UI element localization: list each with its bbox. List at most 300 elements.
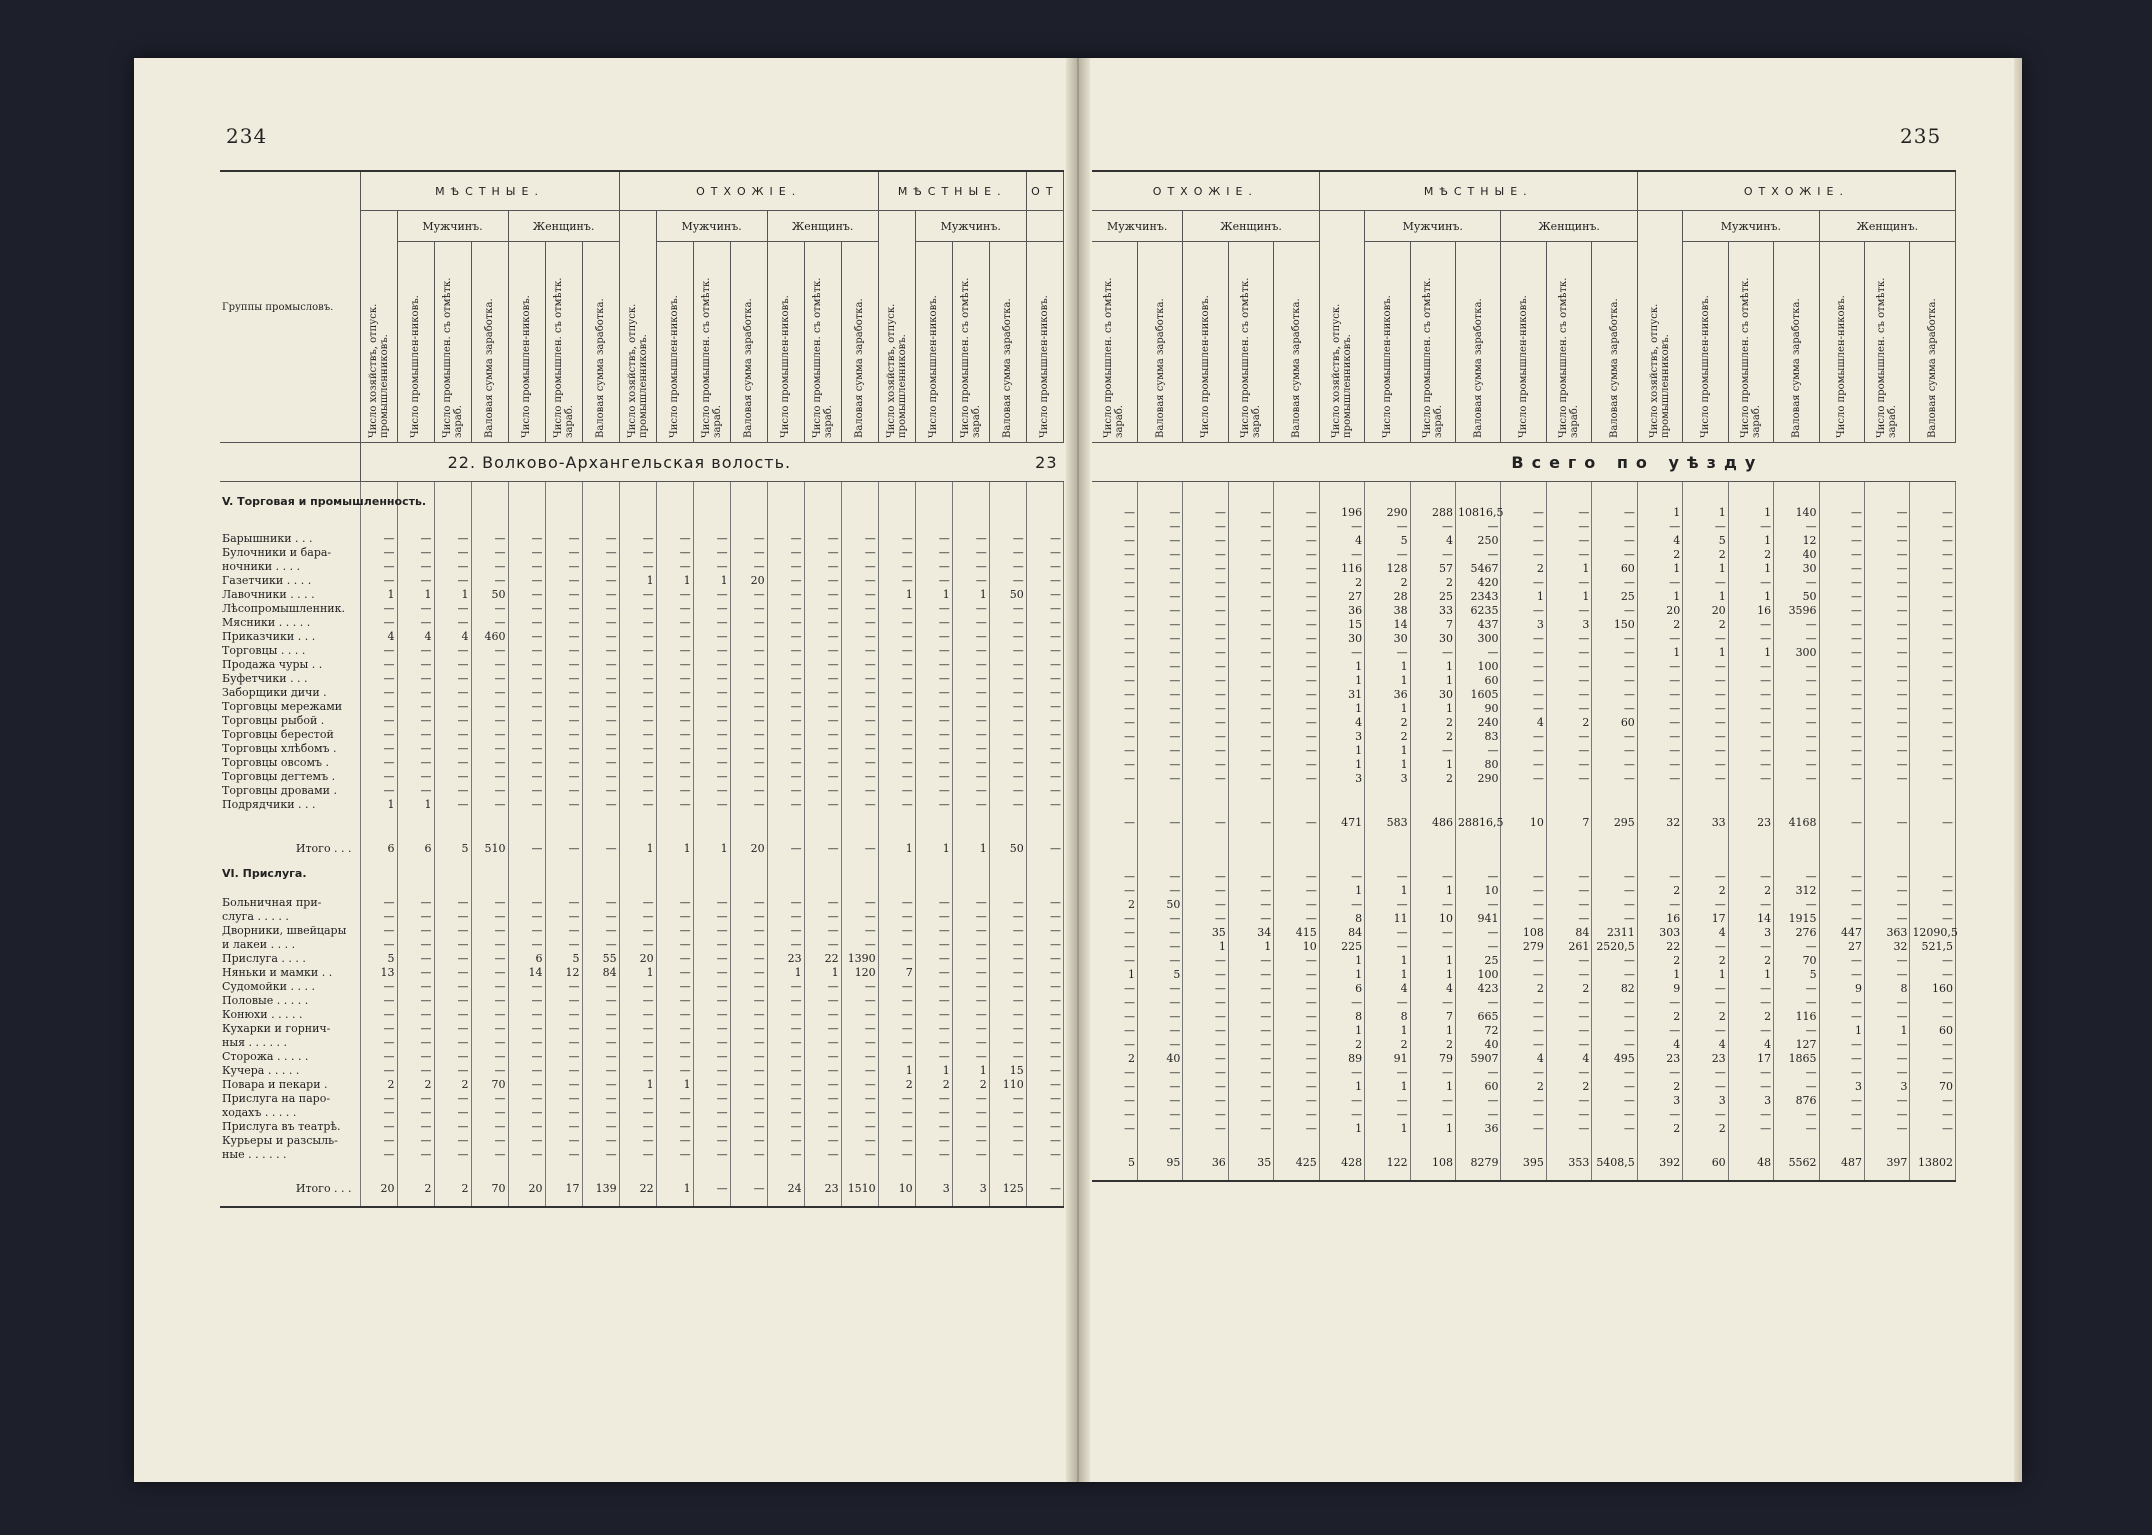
table-cell: —	[693, 588, 730, 602]
table-cell: —	[582, 714, 619, 728]
statistics-table-right	[1092, 170, 1956, 1182]
table-cell: 20	[730, 836, 767, 862]
table-cell: —	[767, 784, 804, 798]
table-cell: —	[952, 560, 989, 574]
table-cell: 84	[582, 966, 619, 980]
table-cell: —	[989, 798, 1026, 812]
table-cell: 50	[1774, 590, 1819, 604]
table-cell: —	[1137, 1038, 1182, 1052]
table-cell: —	[397, 1022, 434, 1036]
table-cell: 415	[1274, 926, 1319, 940]
table-cell-empty	[1228, 496, 1273, 506]
table-cell: 1	[1365, 744, 1410, 758]
table-cell: —	[1026, 686, 1063, 700]
table-cell: 70	[1774, 954, 1819, 968]
table-cell: 2	[1501, 982, 1546, 996]
table-cell-empty	[841, 862, 878, 886]
table-cell: —	[1546, 898, 1591, 912]
table-cell: —	[1637, 632, 1682, 646]
table-row	[220, 588, 1064, 602]
table-cell: —	[434, 700, 471, 714]
table-cell: —	[1865, 506, 1910, 520]
table-cell-empty	[545, 1162, 582, 1172]
table-cell: —	[619, 630, 656, 644]
table-cell: —	[693, 1078, 730, 1092]
header-sum: Валовая сумма заработка.	[989, 242, 1026, 443]
table-cell: —	[619, 980, 656, 994]
table-cell: —	[989, 1148, 1026, 1162]
table-cell: —	[952, 532, 989, 546]
table-cell: 1	[1410, 1122, 1455, 1136]
table-cell: —	[1774, 688, 1819, 702]
table-cell: 3	[1637, 1094, 1682, 1108]
table-cell: —	[1274, 982, 1319, 996]
table-cell: —	[1137, 758, 1182, 772]
table-cell-empty	[730, 522, 767, 532]
table-cell: —	[1819, 884, 1864, 898]
table-cell: —	[915, 616, 952, 630]
table-cell: —	[1865, 646, 1910, 660]
table-cell: 84	[1546, 926, 1591, 940]
table-cell: —	[1092, 660, 1137, 674]
table-cell: 2	[1637, 954, 1682, 968]
table-cell: —	[841, 770, 878, 784]
table-cell: —	[397, 938, 434, 952]
table-cell: —	[1501, 884, 1546, 898]
table-cell: —	[360, 546, 397, 560]
table-cell: —	[1683, 660, 1728, 674]
table-cell: 1	[397, 798, 434, 812]
table-cell: —	[1410, 870, 1455, 884]
table-cell: —	[1365, 926, 1410, 940]
table-cell: —	[1137, 1066, 1182, 1080]
table-cell: —	[1728, 520, 1773, 534]
table-cell-empty	[397, 886, 434, 896]
table-cell: —	[915, 924, 952, 938]
table-cell: —	[1819, 954, 1864, 968]
table-cell: 14	[508, 966, 545, 980]
table-row	[1092, 1052, 1956, 1066]
table-cell: —	[1728, 716, 1773, 730]
table-cell: —	[1092, 772, 1137, 786]
table-cell: —	[730, 1134, 767, 1148]
table-cell-empty	[471, 522, 508, 532]
table-cell: —	[1228, 520, 1273, 534]
table-cell: —	[693, 672, 730, 686]
table-row	[1092, 576, 1956, 590]
table-cell: 13	[360, 966, 397, 980]
table-cell: 70	[1910, 1080, 1956, 1094]
table-cell: —	[804, 532, 841, 546]
table-cell-empty	[1274, 496, 1319, 506]
table-cell: —	[1592, 1094, 1637, 1108]
table-cell: 140	[1774, 506, 1819, 520]
table-cell: —	[1026, 836, 1063, 862]
table-cell: —	[1728, 576, 1773, 590]
table-cell: —	[693, 784, 730, 798]
table-cell-empty	[730, 862, 767, 886]
table-cell: —	[1228, 590, 1273, 604]
table-cell: —	[1228, 772, 1273, 786]
table-cell: —	[1026, 560, 1063, 574]
table-cell: —	[878, 770, 915, 784]
table-cell: —	[619, 1148, 656, 1162]
table-cell: —	[1319, 1066, 1364, 1080]
table-cell: —	[397, 546, 434, 560]
table-cell: —	[730, 1050, 767, 1064]
header-workers: Число промышлен-никовъ.	[1365, 242, 1410, 443]
table-cell: 1	[360, 588, 397, 602]
table-cell-empty	[1183, 1136, 1228, 1146]
row-label: Торговцы рыбой .	[220, 714, 360, 728]
table-cell: —	[1456, 898, 1501, 912]
table-cell: —	[1274, 1066, 1319, 1080]
table-cell: 395	[1501, 1146, 1546, 1181]
table-cell: —	[1092, 996, 1137, 1010]
table-cell: —	[1026, 1092, 1063, 1106]
table-cell: —	[1137, 810, 1182, 836]
table-cell: —	[1774, 996, 1819, 1010]
table-cell-empty	[656, 522, 693, 532]
table-cell: —	[545, 630, 582, 644]
table-cell: —	[508, 1106, 545, 1120]
table-cell-empty	[1865, 860, 1910, 870]
table-cell-empty	[1728, 496, 1773, 506]
table-cell: 95	[1137, 1146, 1182, 1181]
table-cell: 3	[1319, 772, 1364, 786]
table-cell: —	[1228, 618, 1273, 632]
table-cell: —	[952, 1092, 989, 1106]
table-cell: —	[656, 980, 693, 994]
table-cell: —	[397, 1106, 434, 1120]
table-cell: —	[1865, 1066, 1910, 1080]
table-cell: 295	[1592, 810, 1637, 836]
table-cell-empty	[1319, 496, 1364, 506]
table-cell: —	[1137, 926, 1182, 940]
header-local: МѢСТНЫЕ.	[1319, 171, 1637, 211]
table-cell: —	[952, 714, 989, 728]
table-cell: —	[619, 560, 656, 574]
table-row	[1092, 1122, 1956, 1136]
table-cell: —	[1546, 1038, 1591, 1052]
table-cell: 16	[1637, 912, 1682, 926]
table-cell: —	[508, 924, 545, 938]
table-cell: —	[1819, 702, 1864, 716]
table-cell: —	[841, 756, 878, 770]
table-cell: —	[471, 742, 508, 756]
table-cell: —	[767, 546, 804, 560]
table-cell: —	[545, 1106, 582, 1120]
table-cell: —	[952, 910, 989, 924]
table-cell: —	[915, 1134, 952, 1148]
table-cell: 10	[878, 1172, 915, 1207]
table-cell: —	[693, 994, 730, 1008]
table-cell: —	[804, 588, 841, 602]
table-cell-empty	[1683, 1136, 1728, 1146]
table-cell: —	[767, 672, 804, 686]
table-cell: —	[1183, 674, 1228, 688]
table-cell: —	[841, 1092, 878, 1106]
table-cell: —	[471, 616, 508, 630]
table-cell: 353	[1546, 1146, 1591, 1181]
table-cell-empty	[1319, 860, 1364, 870]
table-cell: —	[1228, 604, 1273, 618]
table-cell: —	[1026, 1008, 1063, 1022]
table-cell: —	[1026, 602, 1063, 616]
table-cell: 8	[1319, 1010, 1364, 1024]
table-cell: —	[1365, 548, 1410, 562]
table-cell: —	[508, 1022, 545, 1036]
table-cell: 3	[1501, 618, 1546, 632]
table-cell: 2	[1365, 730, 1410, 744]
table-cell: —	[582, 1050, 619, 1064]
table-cell: 60	[1592, 562, 1637, 576]
table-cell: —	[1819, 1122, 1864, 1136]
table-row	[220, 616, 1064, 630]
table-cell: —	[1092, 870, 1137, 884]
table-cell: 876	[1774, 1094, 1819, 1108]
table-cell: —	[1026, 770, 1063, 784]
table-cell: —	[767, 1036, 804, 1050]
table-cell: —	[1865, 604, 1910, 618]
table-cell-empty	[1183, 836, 1228, 860]
table-cell: —	[508, 784, 545, 798]
table-cell: —	[1228, 702, 1273, 716]
table-cell: 1	[1410, 758, 1455, 772]
table-cell: —	[582, 546, 619, 560]
header-local-2: МѢСТНЫЕ.	[878, 171, 1026, 211]
table-cell: —	[767, 896, 804, 910]
table-cell: 1	[693, 574, 730, 588]
table-cell: —	[952, 1036, 989, 1050]
table-cell: —	[841, 798, 878, 812]
table-cell: —	[1592, 996, 1637, 1010]
table-cell: —	[767, 686, 804, 700]
table-cell: —	[360, 1106, 397, 1120]
table-cell: —	[1092, 674, 1137, 688]
table-cell: —	[989, 784, 1026, 798]
table-cell: —	[1137, 674, 1182, 688]
table-cell: —	[693, 630, 730, 644]
table-cell: —	[656, 532, 693, 546]
table-row	[1092, 730, 1956, 744]
table-cell: —	[1683, 716, 1728, 730]
table-cell: —	[619, 644, 656, 658]
table-cell: —	[1092, 926, 1137, 940]
table-cell: 1915	[1774, 912, 1819, 926]
table-cell: —	[841, 574, 878, 588]
table-cell: —	[1228, 1066, 1273, 1080]
table-cell: —	[989, 616, 1026, 630]
table-cell: —	[582, 644, 619, 658]
table-cell: 279	[1501, 940, 1546, 954]
table-cell: —	[471, 798, 508, 812]
table-cell: —	[1183, 506, 1228, 520]
table-cell: —	[1592, 954, 1637, 968]
table-cell: 1	[878, 1064, 915, 1078]
table-cell-empty	[1456, 786, 1501, 810]
table-cell: —	[434, 1092, 471, 1106]
table-cell-empty	[1910, 860, 1956, 870]
table-cell: —	[1365, 1094, 1410, 1108]
table-cell: 1	[1183, 940, 1228, 954]
table-cell: —	[1183, 982, 1228, 996]
table-cell-empty	[1365, 482, 1410, 497]
table-row	[220, 658, 1064, 672]
table-cell: —	[656, 546, 693, 560]
table-cell: —	[730, 1064, 767, 1078]
table-cell: —	[1183, 772, 1228, 786]
table-cell: —	[1910, 716, 1956, 730]
table-cell: —	[1137, 940, 1182, 954]
table-cell: —	[730, 686, 767, 700]
table-cell: —	[1637, 758, 1682, 772]
table-cell: —	[1183, 1010, 1228, 1024]
table-cell: 437	[1456, 618, 1501, 632]
table-cell: —	[878, 1022, 915, 1036]
table-cell-empty	[693, 522, 730, 532]
table-cell: 447	[1819, 926, 1864, 940]
table-cell: —	[360, 1120, 397, 1134]
table-cell: —	[1819, 996, 1864, 1010]
table-cell: —	[1365, 996, 1410, 1010]
table-cell: —	[1183, 520, 1228, 534]
table-cell-empty	[1637, 860, 1682, 870]
row-label: Кучера . . . . .	[220, 1064, 360, 1078]
table-cell: —	[693, 1022, 730, 1036]
table-cell: —	[1683, 1066, 1728, 1080]
table-cell-empty	[434, 886, 471, 896]
table-cell: 139	[582, 1172, 619, 1207]
table-cell: —	[656, 644, 693, 658]
table-cell: —	[397, 532, 434, 546]
table-cell: —	[397, 1134, 434, 1148]
table-cell: —	[693, 1036, 730, 1050]
table-cell: 1	[619, 836, 656, 862]
table-cell: 100	[1456, 660, 1501, 674]
table-cell: 1	[656, 1172, 693, 1207]
table-cell-empty	[1774, 482, 1819, 497]
table-cell: 1	[1319, 674, 1364, 688]
table-cell: 20	[508, 1172, 545, 1207]
table-cell: —	[1774, 520, 1819, 534]
table-cell: —	[767, 1120, 804, 1134]
table-cell-empty	[952, 482, 989, 523]
table-cell: —	[656, 602, 693, 616]
table-cell: —	[508, 1036, 545, 1050]
table-cell-empty	[545, 482, 582, 523]
table-cell: —	[1592, 772, 1637, 786]
table-cell: —	[656, 616, 693, 630]
row-label: Торговцы мережами	[220, 700, 360, 714]
table-cell: —	[1728, 772, 1773, 786]
table-cell: —	[1865, 1094, 1910, 1108]
table-cell: —	[1819, 912, 1864, 926]
table-cell: —	[1319, 898, 1364, 912]
table-cell: —	[1092, 758, 1137, 772]
table-cell-empty	[397, 1162, 434, 1172]
table-cell: —	[952, 756, 989, 770]
table-cell: —	[767, 742, 804, 756]
table-cell: —	[1819, 562, 1864, 576]
table-cell: 2	[1501, 562, 1546, 576]
table-cell: —	[1819, 688, 1864, 702]
table-cell: —	[1137, 688, 1182, 702]
table-cell: —	[1501, 576, 1546, 590]
table-cell: —	[360, 574, 397, 588]
table-cell: —	[582, 658, 619, 672]
table-cell: —	[952, 1148, 989, 1162]
table-cell-empty	[989, 522, 1026, 532]
table-cell: —	[730, 616, 767, 630]
table-cell: —	[1026, 616, 1063, 630]
table-cell: 460	[471, 630, 508, 644]
table-cell: —	[804, 938, 841, 952]
table-cell: —	[767, 798, 804, 812]
table-cell: —	[767, 1008, 804, 1022]
table-cell: —	[1026, 910, 1063, 924]
table-cell: —	[1183, 534, 1228, 548]
table-cell: —	[730, 1036, 767, 1050]
header-sum: Валовая сумма заработка.	[471, 242, 508, 443]
table-cell: —	[730, 1120, 767, 1134]
table-cell: 5	[1683, 534, 1728, 548]
table-cell: —	[1365, 870, 1410, 884]
table-cell: —	[1546, 1010, 1591, 1024]
table-cell-empty	[1183, 482, 1228, 497]
table-cell: 1	[1365, 1122, 1410, 1136]
table-cell: 425	[1274, 1146, 1319, 1181]
table-cell: 2	[1728, 548, 1773, 562]
header-men-cut	[1026, 211, 1063, 242]
table-cell: —	[952, 602, 989, 616]
table-cell-empty	[730, 1162, 767, 1172]
header-sum: Валовая сумма заработка.	[1910, 242, 1956, 443]
table-row	[1092, 940, 1956, 954]
table-cell: —	[1910, 702, 1956, 716]
table-cell-empty	[1092, 836, 1137, 860]
table-cell: —	[915, 784, 952, 798]
table-cell: —	[545, 980, 582, 994]
table-cell-empty	[1456, 496, 1501, 506]
table-cell-empty	[582, 812, 619, 836]
table-cell: —	[730, 952, 767, 966]
table-cell-empty	[1410, 482, 1455, 497]
table-cell: —	[656, 714, 693, 728]
table-cell: —	[952, 924, 989, 938]
book-spread	[134, 58, 2022, 1482]
table-cell: —	[360, 672, 397, 686]
table-row	[1092, 1038, 1956, 1052]
table-cell: 36	[1365, 688, 1410, 702]
table-cell: —	[989, 756, 1026, 770]
table-cell: —	[804, 1064, 841, 1078]
table-cell: 1	[1865, 1024, 1910, 1038]
table-cell: —	[1910, 576, 1956, 590]
table-cell: 125	[989, 1172, 1026, 1207]
table-cell: —	[1456, 744, 1501, 758]
table-cell-empty	[693, 1162, 730, 1172]
table-cell: —	[582, 602, 619, 616]
table-cell: —	[878, 994, 915, 1008]
table-cell: —	[1865, 730, 1910, 744]
table-cell: —	[693, 966, 730, 980]
table-cell: 2	[1546, 982, 1591, 996]
table-cell: —	[434, 602, 471, 616]
table-cell: —	[1228, 1094, 1273, 1108]
table-cell: —	[952, 980, 989, 994]
table-cell: —	[1026, 952, 1063, 966]
